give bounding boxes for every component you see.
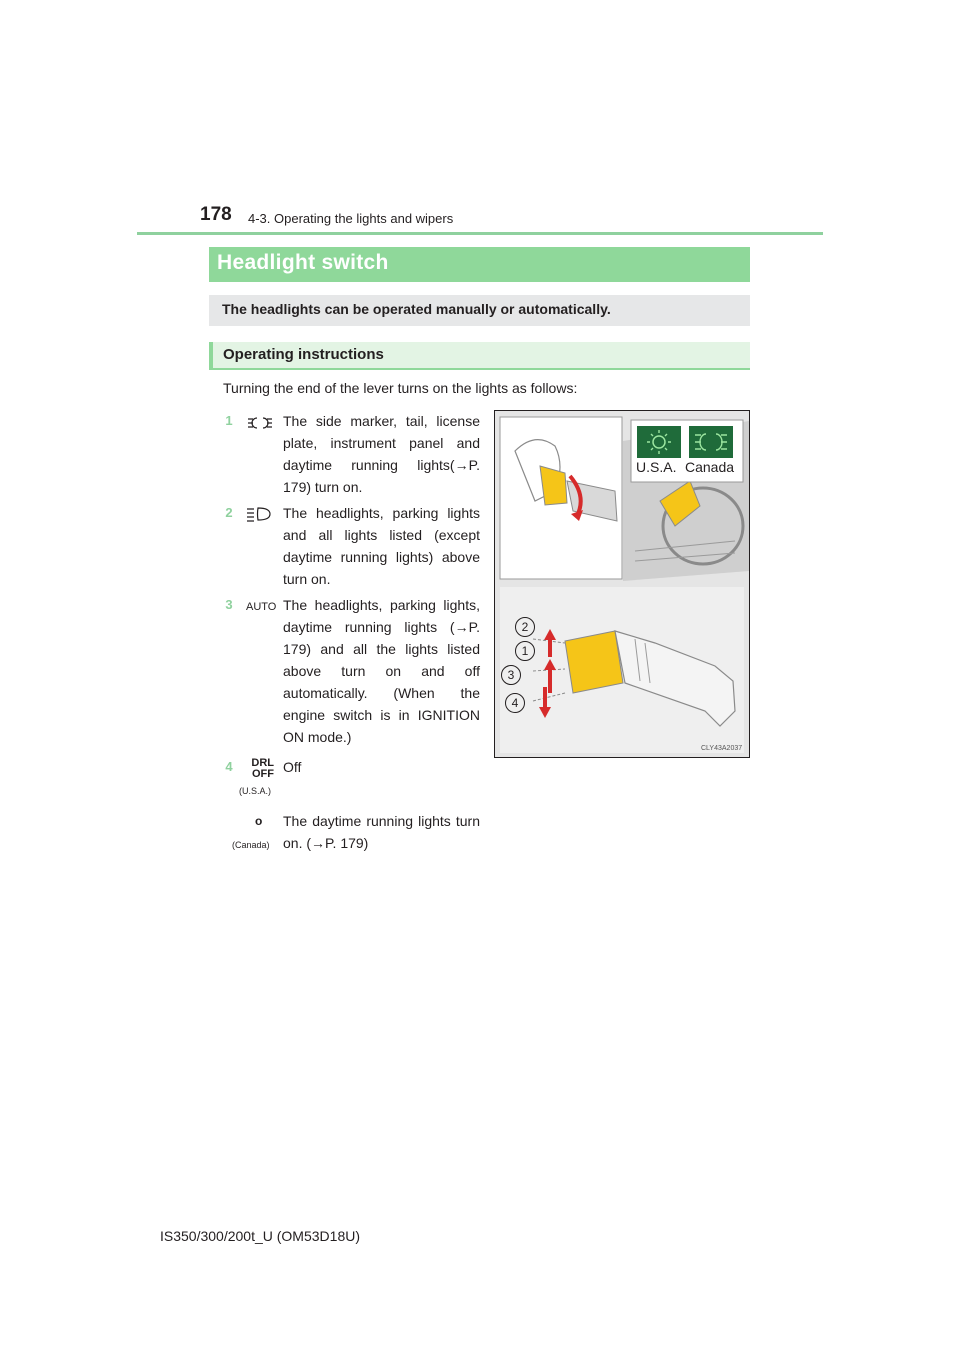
auto-icon: AUTO xyxy=(246,601,277,613)
item-number: 1 xyxy=(225,413,233,428)
region-label: (Canada) xyxy=(232,840,270,850)
footer-model: IS350/300/200t_U (OM53D18U) xyxy=(160,1228,360,1244)
callout-number: 4 xyxy=(505,693,525,713)
intro-text: The headlights can be operated manually or automatically. xyxy=(222,301,611,317)
item-description: The headlights, parking lights, daytime running lights (→P. 179) and all the lights listed above turn on and off automatically. (When the engine switch is in IGNITION ON mode.) xyxy=(283,597,480,745)
heading: Headlight switch xyxy=(217,251,389,274)
item-description: The headlights, parking lights and all lights listed (except daytime running lights) above turn on. xyxy=(283,505,480,587)
intro-box xyxy=(209,295,750,326)
item-description: The daytime running lights turn on. (→P. 179) xyxy=(283,813,480,851)
heading-bar xyxy=(209,247,750,282)
item-number: 4 xyxy=(225,759,233,774)
callout-number: 1 xyxy=(515,641,535,661)
lever-illustration xyxy=(494,410,750,758)
item-description: The side marker, tail, license plate, instrument panel and daytime running lights(→P. 179) turn on. xyxy=(283,413,480,495)
region-label: (U.S.A.) xyxy=(239,786,272,796)
lead-text: Turning the end of the lever turns on the lights as follows: xyxy=(223,380,578,396)
page-number: 178 xyxy=(200,204,232,225)
section-title: 4-3. Operating the lights and wipers xyxy=(248,211,454,226)
item-number: 2 xyxy=(225,505,233,520)
headlights-icon xyxy=(246,506,272,522)
header-rule xyxy=(137,232,823,235)
figure-code: CLY43A2037 xyxy=(701,745,743,752)
callout-number: 2 xyxy=(515,617,535,637)
callout-number: 3 xyxy=(501,665,521,685)
subheading: Operating instructions xyxy=(223,346,384,363)
drl-canada-icon: o xyxy=(255,814,263,828)
item-description: Off xyxy=(283,759,302,775)
subheading-bar xyxy=(209,342,750,370)
item-number: 3 xyxy=(225,597,233,612)
usa-label: U.S.A. xyxy=(636,459,677,475)
side-marker-lights-icon xyxy=(246,416,274,430)
canada-label: Canada xyxy=(685,459,735,475)
drl-off-icon: DRL OFF xyxy=(251,757,274,780)
